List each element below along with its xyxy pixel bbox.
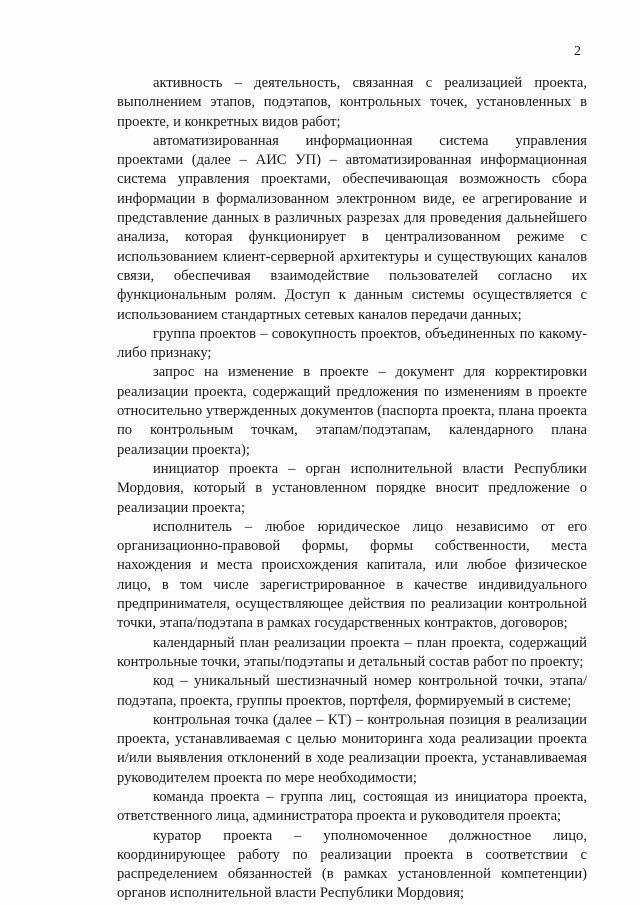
definition-paragraph-ais-up: автоматизированная информационная система управления проектами (далее – АИС УП) – автоматизированная информационная система управления проектами, обеспечивающая возможность сбора информации в формализованном электронном виде, ее агрегирование и представление данных в различных разрезах для проведения дальнейшего анализа, которая функционирует в централизованном режиме с использованием клиент-серверной архитектуры и существующих каналов связи, обеспечивая взаимодействие пользователей согласно их функциональным ролям. Доступ к данным системы осуществляется с использованием стандартных сетевых каналов передачи данных; — [117, 132, 587, 323]
definition-paragraph-code: код – уникальный шестизначный номер контрольной точки, этапа/подэтапа, проекта, группы проектов, портфеля, формируемый в системе; — [117, 673, 587, 709]
definition-paragraph-executor: исполнитель – любое юридическое лицо независимо от его организационно-правовой формы, формы собственности, места нахождения и места происхождения капитала, или любое физическое лицо, в том числе зарегистрированное в качестве индивидуального предпринимателя, осуществляющее действия по реализации контрольной точки, этапа/подэтапа в рамках государственных контрактов, договоров; — [117, 518, 587, 632]
definition-paragraph-curator: куратор проекта – уполномоченное должностное лицо, координирующее работу по реализации проекта в соответствии с распределением обязанностей (в рамках установленной компетенции) органов исполнительной власти Республики Мордовия; — [117, 827, 587, 902]
definition-paragraph-project-group: группа проектов – совокупность проектов, объединенных по какому-либо признаку; — [117, 325, 587, 362]
definition-paragraph-control-point: контрольная точка (далее – КТ) – контрольная позиция в реализации проекта, устанавливаемая с целью мониторинга хода реализации проекта и/или выявления отклонений в ходе реализации проекта, устанавливаемая руководителем проекта по мере необходимости; — [117, 711, 587, 786]
page-number: 2 — [574, 44, 581, 59]
definition-paragraph-initiator: инициатор проекта – орган исполнительной власти Республики Мордовия, который в установленном порядке вносит предложение о реализации проекта; — [117, 460, 587, 516]
definition-paragraph-activity: активность – деятельность, связанная с реализацией проекта, выполнением этапов, подэтапов, контрольных точек, установленных в проекте, и конкретных видов работ; — [117, 75, 587, 130]
document-body — [117, 74, 587, 904]
definition-paragraph-calendar-plan: календарный план реализации проекта – план проекта, содержащий контрольные точки, этапы/подэтапы и детальный состав работ по проекту; — [117, 634, 587, 670]
definition-paragraph-change-request: запрос на изменение в проекте – документ для корректировки реализации проекта, содержащий предложения по изменениям в проекте относительно утвержденных документов (паспорта проекта, плана проекта по контрольным точкам, этапам/подэтапам, календарного плана реализации проекта); — [117, 364, 587, 458]
definition-paragraph-project-team: команда проекта – группа лиц, состоящая из инициатора проекта, ответственного лица, администратора проекта и руководителя проекта; — [117, 788, 587, 825]
